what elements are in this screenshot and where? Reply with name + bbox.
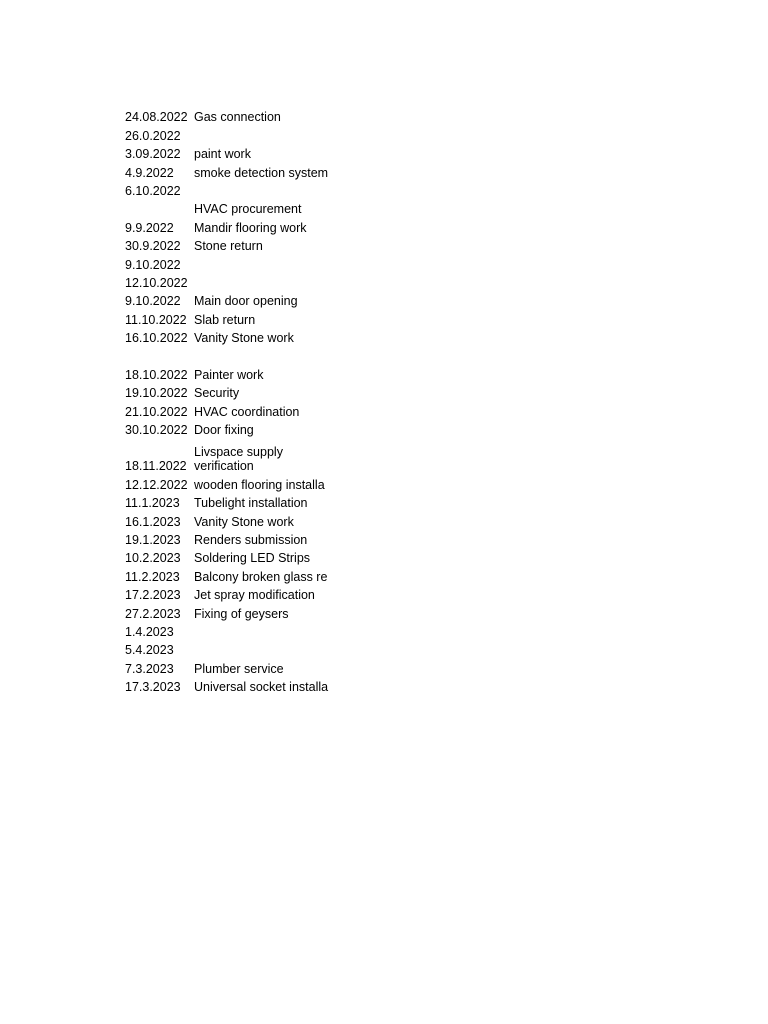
date-cell: 19.1.2023 <box>125 532 181 547</box>
table-row <box>125 639 385 657</box>
date-cell: 9.9.2022 <box>125 220 174 235</box>
task-cell: paint work <box>194 147 251 162</box>
task-cell: Renders submission <box>194 532 308 547</box>
date-cell: 30.10.2022 <box>125 423 188 438</box>
task-cell: Main door opening <box>194 294 298 309</box>
table-row <box>125 106 385 124</box>
date-cell: 30.9.2022 <box>125 239 181 254</box>
task-cell: Plumber service <box>194 661 284 676</box>
table-row <box>125 272 385 290</box>
date-cell: 18.11.2022 <box>125 459 187 474</box>
table-row <box>125 363 385 381</box>
date-cell: 16.1.2023 <box>125 514 181 529</box>
table-row <box>125 621 385 639</box>
date-cell: 17.3.2023 <box>125 680 181 695</box>
task-cell: Universal socket installa <box>194 680 329 695</box>
table-row <box>125 382 385 400</box>
table-row <box>125 161 385 179</box>
task-cell: Vanity Stone work <box>194 514 294 529</box>
task-cell: HVAC procurement <box>194 202 302 217</box>
date-cell: 9.10.2022 <box>125 257 181 272</box>
task-cell: Painter work <box>194 367 264 382</box>
date-cell: 19.10.2022 <box>125 386 188 401</box>
task-cell: Mandir flooring work <box>194 220 307 235</box>
date-cell: 1.4.2023 <box>125 624 174 639</box>
task-cell: Balcony broken glass re <box>194 569 328 584</box>
date-cell: 6.10.2022 <box>125 183 181 198</box>
task-cell: Door fixing <box>194 423 254 438</box>
task-cell: Jet spray modification <box>194 588 315 603</box>
date-cell: 11.1.2023 <box>125 496 180 511</box>
date-cell: 5.4.2023 <box>125 643 174 658</box>
table-row <box>125 657 385 675</box>
table-row <box>125 510 385 528</box>
date-cell: 21.10.2022 <box>125 404 188 419</box>
table-row <box>125 308 385 326</box>
task-cell: Fixing of geysers <box>194 606 289 621</box>
table-row <box>125 473 385 491</box>
table-row <box>125 216 385 234</box>
task-cell: HVAC coordination <box>194 404 300 419</box>
table-row <box>125 198 385 216</box>
date-cell: 18.10.2022 <box>125 367 188 382</box>
date-cell: 11.10.2022 <box>125 312 187 327</box>
table-row <box>125 124 385 142</box>
task-cell: Security <box>194 386 240 401</box>
table-row <box>125 327 385 345</box>
date-cell: 7.3.2023 <box>125 661 174 676</box>
table-row <box>125 437 385 473</box>
table-row <box>125 529 385 547</box>
table-row <box>125 180 385 198</box>
date-cell: 26.0.2022 <box>125 128 181 143</box>
table-row <box>125 584 385 602</box>
date-cell: 17.2.2023 <box>125 588 181 603</box>
date-cell: 24.08.2022 <box>125 110 188 125</box>
date-cell: 4.9.2022 <box>125 165 174 180</box>
date-cell: 27.2.2023 <box>125 606 181 621</box>
task-cell: Livspace supply verification <box>194 445 283 474</box>
date-cell: 16.10.2022 <box>125 331 188 346</box>
task-cell: Vanity Stone work <box>194 331 294 346</box>
date-cell: 10.2.2023 <box>125 551 181 566</box>
table-row <box>125 547 385 565</box>
table-row <box>125 492 385 510</box>
table-row <box>125 143 385 161</box>
date-cell: 9.10.2022 <box>125 294 181 309</box>
task-cell: Stone return <box>194 239 263 254</box>
table-row <box>125 400 385 418</box>
table-row <box>125 253 385 271</box>
date-cell: 3.09.2022 <box>125 147 181 162</box>
date-cell: 12.12.2022 <box>125 477 188 492</box>
table-row <box>125 290 385 308</box>
table-row <box>125 235 385 253</box>
date-cell: 12.10.2022 <box>125 275 188 290</box>
task-cell: Slab return <box>194 312 256 327</box>
task-cell: smoke detection system <box>194 165 329 180</box>
table-row <box>125 676 385 694</box>
task-cell: Tubelight installation <box>194 496 308 511</box>
task-cell: Gas connection <box>194 110 281 125</box>
task-cell: wooden flooring installa <box>194 477 325 492</box>
work-log-table <box>125 106 385 694</box>
table-row <box>125 419 385 437</box>
date-cell: 11.2.2023 <box>125 569 180 584</box>
task-cell: Soldering LED Strips <box>194 551 311 566</box>
table-row-empty <box>125 345 385 363</box>
table-row <box>125 602 385 620</box>
table-row <box>125 565 385 583</box>
